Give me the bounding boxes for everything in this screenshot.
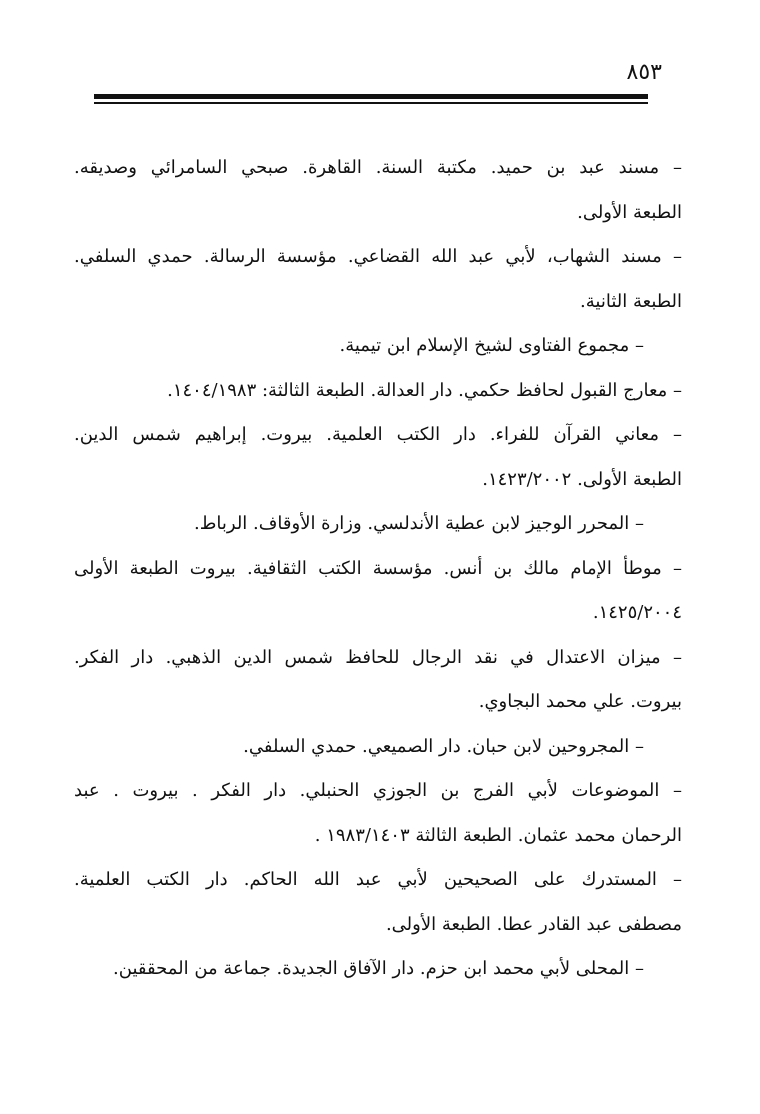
entry-continuation: ١٤٢٥/٢٠٠٤. — [592, 602, 682, 623]
entry-line: – مسند الشهاب، لأبي عبد الله القضاعي. مؤسسة الرسالة. حمدي السلفي. — [74, 246, 682, 267]
bibliography-list — [74, 146, 682, 992]
entry-line: – المجروحين لابن حبان. دار الصميعي. حمدي السلفي. — [243, 735, 644, 757]
entry-continuation: مصطفى عبد القادر عطا. الطبعة الأولى. — [385, 913, 682, 935]
entry-continuation: الطبعة الأولى. ١٤٢٣/٢٠٠٢. — [482, 468, 682, 490]
entry-line: – المحرر الوجيز لابن عطية الأندلسي. وزارة الأوقاف. الرباط. — [194, 513, 644, 534]
entry-line: – موطأ الإمام مالك بن أنس. مؤسسة الكتب الثقافية. بيروت الطبعة الأولى — [74, 557, 682, 579]
entry-line: – مجموع الفتاوى لشيخ الإسلام ابن تيمية. — [339, 335, 644, 356]
entry-line: – مسند عبد بن حميد. مكتبة السنة. القاهرة. صبحي السامرائي وصديقه. — [74, 157, 682, 178]
entry-continuation: الطبعة الثانية. — [580, 290, 682, 312]
entry-continuation: الطبعة الأولى. — [577, 201, 682, 223]
entry-continuation: الرحمان محمد عثمان. الطبعة الثالثة ١٩٨٣/١٤٠٣ . — [314, 824, 682, 846]
entry-line: – معارج القبول لحافظ حكمي. دار العدالة. الطبعة الثالثة: ١٤٠٤/١٩٨٣. — [167, 379, 682, 401]
entry-line: – ميزان الاعتدال في نقد الرجال للحافظ شمس الدين الذهبي. دار الفكر. — [74, 646, 682, 668]
header-rule-thick — [94, 94, 648, 99]
entry-line: – معاني القرآن للفراء. دار الكتب العلمية. بيروت. إبراهيم شمس الدين. — [74, 424, 682, 445]
entry-line: – المحلى لأبي محمد ابن حزم. دار الآفاق الجديدة. جماعة من المحققين. — [113, 958, 644, 979]
entry-continuation: بيروت. علي محمد البجاوي. — [478, 691, 682, 712]
entry-line: – المستدرك على الصحيحين لأبي عبد الله الحاكم. دار الكتب العلمية. — [74, 869, 682, 890]
page-number: ٨٥٣ — [626, 60, 662, 85]
entry-line: – الموضوعات لأبي الفرج بن الجوزي الحنبلي. دار الفكر . بيروت . عبد — [74, 780, 682, 801]
header-rule-thin — [94, 102, 648, 104]
